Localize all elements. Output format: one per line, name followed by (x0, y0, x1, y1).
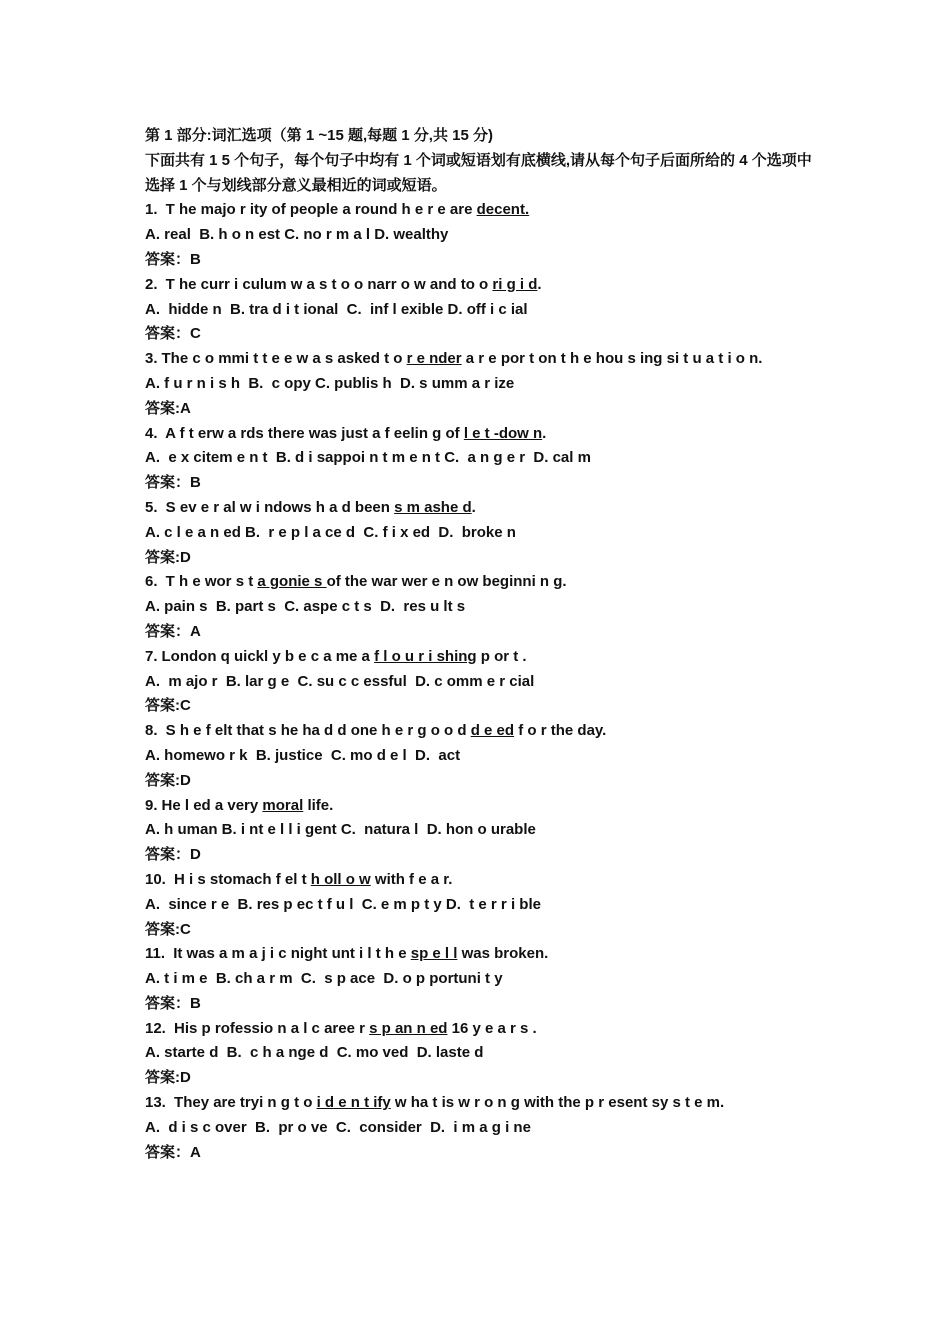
question-number: 3. (145, 350, 158, 368)
question-text-end: w ha t is w r o n g with the p r esent sy s t e m. (390, 1094, 725, 1112)
underlined-phrase: i d e n t ify (316, 1094, 391, 1112)
answer-key: 答案：C (145, 325, 201, 343)
underlined-phrase: moral (262, 796, 304, 814)
question-text: S h e f elt that s he ha d d one h e r g o o d (161, 722, 471, 740)
question-text-end: . (537, 275, 542, 293)
answer-options: A. pain s B. part s C. aspe c t s D. res u lt s (145, 598, 466, 616)
question-text: S ev e r al w i ndows h a d been (161, 498, 395, 516)
question-number: 7. (145, 647, 158, 665)
answer-key: 答案：A (145, 1143, 201, 1161)
question-text: H i s stomach f el t (169, 870, 311, 888)
question-text-end: of the war wer e n ow beginni n g. (326, 573, 567, 591)
answer-options: A. hidde n B. tra d i t ional C. inf l exible D. off i c ial (145, 300, 528, 318)
question-number: 4. (145, 424, 158, 442)
question-number: 6. (145, 573, 158, 591)
question-text: The c o mmi t t e e w a s asked t o (161, 350, 407, 368)
question-text: It was a m a j i c night unt i l t h e (169, 945, 411, 963)
answer-options: A. homewo r k B. justice C. mo d e l D. act (145, 746, 461, 764)
question-stem (145, 570, 815, 595)
underlined-phrase: f l o u r i shing (374, 647, 477, 665)
answer-options: A. m ajo r B. lar g e C. su c c essful D. c omm e r cial (145, 672, 535, 690)
question-text-end: 16 y e a r s . (447, 1019, 537, 1037)
question-stem (145, 422, 815, 447)
underlined-phrase: sp e l l (410, 945, 458, 963)
question-number: 5. (145, 498, 158, 516)
answer-key: 答案：A (145, 622, 201, 640)
question-number: 13. (145, 1094, 166, 1112)
question-number: 10. (145, 870, 166, 888)
answer-key: 答案:C (145, 920, 191, 938)
question-text: London q uickl y b e c a me a (161, 647, 375, 665)
answer-key: 答案:A (145, 399, 191, 417)
answer-options: A. f u r n i s h B. c opy C. publis h D. s umm a r ize (145, 374, 515, 392)
question-stem (145, 347, 815, 372)
question-stem (145, 719, 815, 744)
question-text-end: with f e a r. (370, 870, 453, 888)
question-stem (145, 1017, 815, 1042)
question-text-end: . (542, 424, 547, 442)
answer-options: A. t i m e B. ch a r m C. s p ace D. o p portuni t y (145, 970, 503, 988)
question-text: T he majo r ity of people a round h e r e are (161, 201, 477, 219)
question-text-end: p or t . (476, 647, 527, 665)
underlined-phrase: r e nder (406, 350, 462, 368)
answer-key: 答案:C (145, 697, 191, 715)
question-number: 12. (145, 1019, 166, 1037)
answer-key: 答案：D (145, 846, 201, 864)
underlined-phrase: s m ashe d (394, 498, 472, 516)
answer-options: A. real B. h o n est C. no r m a l D. wealthy (145, 226, 449, 244)
question-stem (145, 273, 815, 298)
question-stem (145, 198, 815, 223)
question-stem (145, 1091, 815, 1116)
underlined-phrase: a gonie s (257, 573, 327, 591)
question-text-end: f o r the day. (514, 722, 607, 740)
question-text: T h e wor s t (161, 573, 258, 591)
question-text: His p rofessio n a l c aree r (169, 1019, 370, 1037)
question-text-end: life. (303, 796, 334, 814)
answer-key: 答案:D (145, 548, 191, 566)
document-content (145, 124, 815, 1165)
underlined-phrase: l e t -dow n (463, 424, 543, 442)
question-text: A f t erw a rds there was just a f eelin g of (161, 424, 464, 442)
question-number: 2. (145, 275, 158, 293)
question-number: 8. (145, 722, 158, 740)
question-text-end: a r e por t on t h e hou s ing si t u a t i o n. (461, 350, 763, 368)
question-stem (145, 942, 815, 967)
question-number: 9. (145, 796, 158, 814)
question-text: T he curr i culum w a s t o o narr o w and to o (161, 275, 493, 293)
answer-key: 答案:D (145, 771, 191, 789)
underlined-phrase: decent. (476, 201, 530, 219)
question-stem (145, 868, 815, 893)
answer-options: A. since r e B. res p ec t f u l C. e m p t y D. t e r r i ble (145, 895, 541, 913)
underlined-phrase: d e ed (470, 722, 515, 740)
answer-options: A. h uman B. i nt e l l i gent C. natura l D. hon o urable (145, 821, 536, 839)
question-text-end: . (471, 498, 476, 516)
answer-options: A. starte d B. c h a nge d C. mo ved D. laste d (145, 1044, 484, 1062)
question-text-end: was broken. (457, 945, 549, 963)
question-number: 1. (145, 201, 158, 219)
question-list (145, 198, 815, 1165)
answer-key: 答案：B (145, 250, 201, 268)
answer-key: 答案：B (145, 994, 201, 1012)
question-text: They are tryi n g t o (169, 1094, 317, 1112)
instructions: 下面共有 1 5 个句子，每个句子中均有 1 个词或短语划有底横线,请从每个句子后面所给的 4 个选项中选择 1 个与划线部分意义最相近的词或短语。 (145, 151, 812, 194)
underlined-phrase: h oll o w (310, 870, 371, 888)
answer-key: 答案：B (145, 474, 201, 492)
question-stem (145, 496, 815, 521)
underlined-phrase: ri g i d (492, 275, 538, 293)
section-title: 第 1 部分:词汇选项（第 1 ~15 题,每题 1 分,共 15 分) (145, 127, 493, 144)
answer-options: A. e x citem e n t B. d i sappoi n t m e n t C. a n g e r D. cal m (145, 449, 591, 467)
underlined-phrase: s p an n ed (369, 1019, 448, 1037)
question-number: 11. (145, 945, 166, 963)
question-stem (145, 794, 815, 819)
question-stem (145, 645, 815, 670)
answer-options: A. c l e a n ed B. r e p l a ce d C. f i x ed D. broke n (145, 523, 516, 541)
answer-key: 答案:D (145, 1069, 191, 1087)
answer-options: A. d i s c over B. pr o ve C. consider D. i m a g i ne (145, 1118, 531, 1136)
question-text: He l ed a very (161, 796, 263, 814)
